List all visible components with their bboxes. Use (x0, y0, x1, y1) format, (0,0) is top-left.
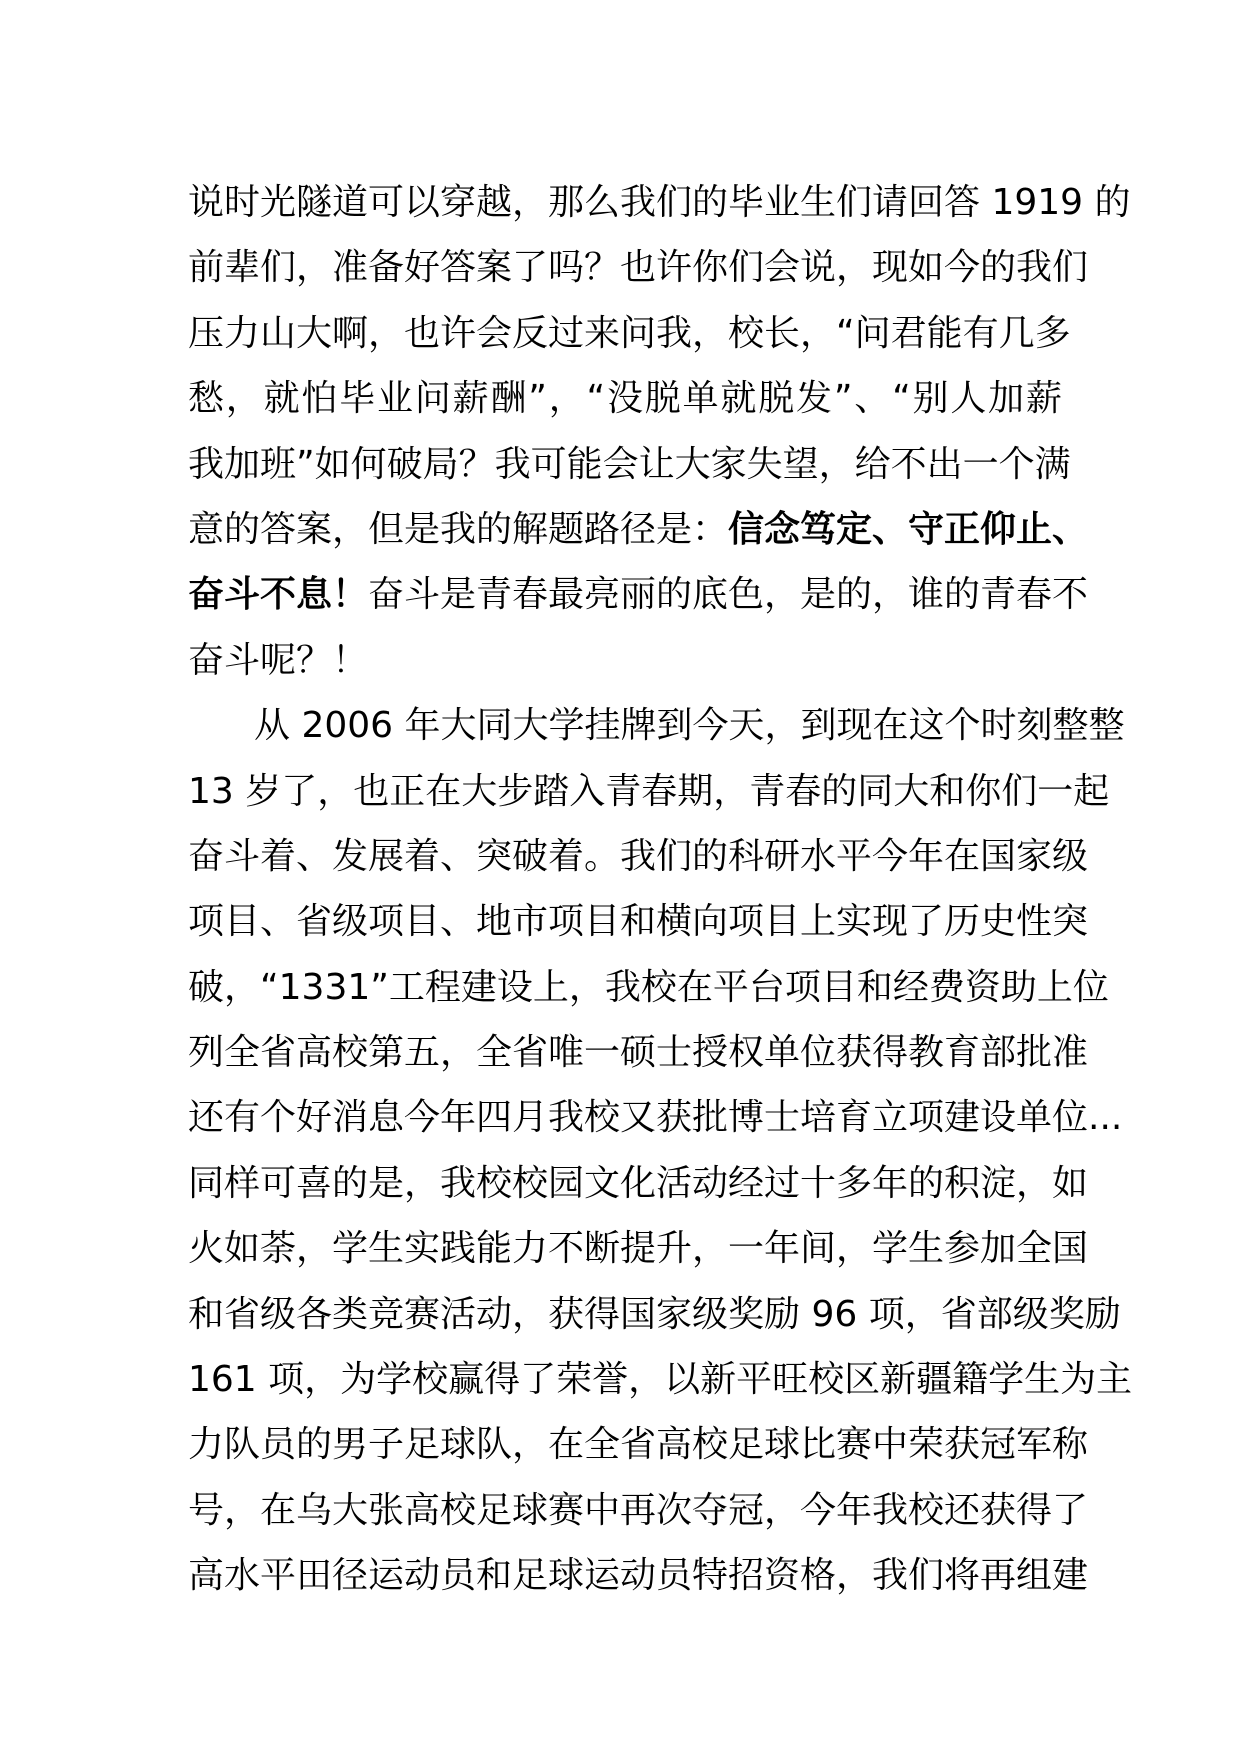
text-run: 奋斗呢？！ (188, 639, 369, 681)
text-line (188, 1347, 1133, 1412)
text-line (188, 1478, 1089, 1543)
paragraph-2 (188, 693, 1133, 1608)
text-line (188, 235, 1089, 300)
text-run: 还有个好消息今年四月我校又获批博士培育立项建设单位... (188, 1097, 1123, 1139)
text-run: 和省级各类竞赛活动，获得国家级奖励 96 项，省部级奖励 (188, 1293, 1121, 1335)
text-run: 奋斗着、发展着、突破着。我们的科研水平今年在国家级 (188, 835, 1089, 877)
text-run: 高水平田径运动员和足球运动员特招资格，我们将再组建 (188, 1555, 1089, 1597)
text-run: 前辈们，准备好答案了吗？也许你们会说，现如今的我们 (188, 247, 1089, 289)
text-line (188, 759, 1110, 824)
text-line (188, 1085, 1123, 1150)
text-run: 破，“1331”工程建设上，我校在平台项目和经费资助上位 (188, 966, 1109, 1008)
text-run: 号，在乌大张高校足球赛中再次夺冠，今年我校还获得了 (188, 1489, 1089, 1531)
text-run: 火如荼，学生实践能力不断提升，一年间，学生参加全国 (188, 1228, 1089, 1270)
text-line (188, 1282, 1121, 1347)
text-line (188, 301, 1071, 366)
text-line (188, 170, 1131, 235)
text-line (188, 1543, 1089, 1608)
bold-text-run: 信念笃定、守正仰止、 (728, 508, 1089, 550)
text-line (188, 955, 1109, 1020)
text-run: 从 2006 年大同大学挂牌到今天，到现在这个时刻整整 (254, 705, 1125, 747)
text-run: 说时光隧道可以穿越，那么我们的毕业生们请回答 1919 的 (188, 182, 1131, 223)
text-line (188, 693, 1125, 758)
text-run: 同样可喜的是，我校校园文化活动经过十多年的积淀，如 (188, 1162, 1089, 1204)
text-line (188, 497, 1089, 562)
text-line (188, 628, 1062, 693)
text-run: 意的答案，但是我的解题路径是： (188, 508, 729, 550)
text-run: 161 项，为学校赢得了荣誉，以新平旺校区新疆籍学生为主 (188, 1359, 1133, 1401)
text-line (188, 1151, 1089, 1216)
text-line (188, 824, 1089, 889)
text-run: 列全省高校第五，全省唯一硕士授权单位获得教育部批准 (188, 1032, 1089, 1074)
text-line (188, 1216, 1089, 1281)
text-line (188, 889, 1089, 954)
text-line (188, 562, 1089, 627)
text-line (188, 366, 1062, 431)
text-line (188, 1412, 1089, 1477)
bold-text-run: 奋斗不息！ (188, 574, 369, 616)
text-run: 愁，就怕毕业问薪酬”，“没脱单就脱发”、“别人加薪 (188, 378, 1062, 420)
text-line (188, 432, 1071, 497)
text-run: 13 岁了，也正在大步踏入青春期，青春的同大和你们一起 (188, 770, 1110, 812)
body-text (188, 170, 1133, 1609)
text-run: 项目、省级项目、地市项目和横向项目上实现了历史性突 (188, 901, 1089, 943)
text-run: 我加班”如何破局？我可能会让大家失望，给不出一个满 (188, 443, 1071, 485)
text-run: 压力山大啊，也许会反过来问我，校长，“问君能有几多 (188, 312, 1071, 354)
text-line (188, 1020, 1089, 1085)
text-run: 力队员的男子足球队，在全省高校足球比赛中荣获冠军称 (188, 1424, 1089, 1466)
paragraph-1 (188, 170, 1131, 693)
text-run: 奋斗是青春最亮丽的底色，是的，谁的青春不 (368, 574, 1089, 616)
